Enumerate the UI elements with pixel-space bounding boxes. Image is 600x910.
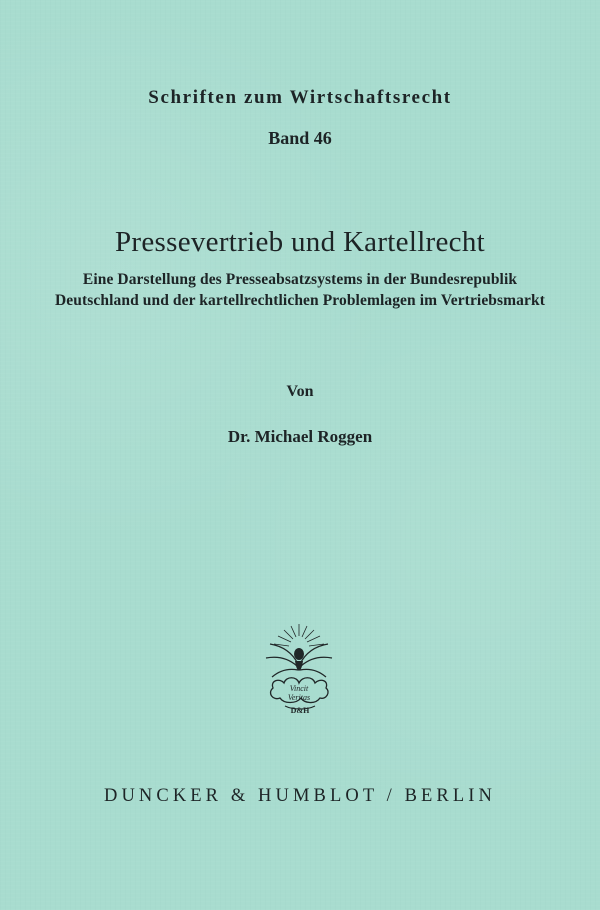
by-label: Von [286, 383, 314, 400]
eagle-right-wing-upper-icon [300, 644, 328, 664]
eagle-head-icon [294, 648, 304, 660]
eagle-logo-svg [258, 622, 340, 720]
author-name: Dr. Michael Roggen [227, 427, 373, 446]
eagle-left-wing-lower-icon [272, 669, 298, 677]
eagle-left-wing-upper-icon [270, 644, 298, 664]
book-title: Pressevertrieb und Kartellrecht [114, 226, 486, 258]
logo-text-line-3: D&H [290, 706, 310, 715]
subtitle-line-1: Eine Darstellung des Presseabsatzsystems in der Bundesrepublik [82, 271, 518, 288]
subtitle-line-2: Deutschland und der kartellrechtlichen Problemlagen im Vertriebsmarkt [55, 291, 545, 309]
eagle-publisher-logo-icon [258, 622, 340, 720]
logo-text-line-1: Vincit [289, 684, 309, 693]
publisher-line: DUNCKER & HUMBLOT / BERLIN [104, 786, 496, 806]
eagle-right-wing-lower-icon [300, 669, 326, 677]
volume-number: Band 46 [268, 128, 332, 148]
series-title: Schriften zum Wirtschaftsrecht [148, 87, 452, 108]
book-subtitle [0, 270, 600, 311]
eagle-right-wing-mid-icon [301, 657, 332, 666]
eagle-left-wing-mid-icon [266, 657, 297, 666]
logo-text-line-2: Veritas [287, 693, 311, 702]
